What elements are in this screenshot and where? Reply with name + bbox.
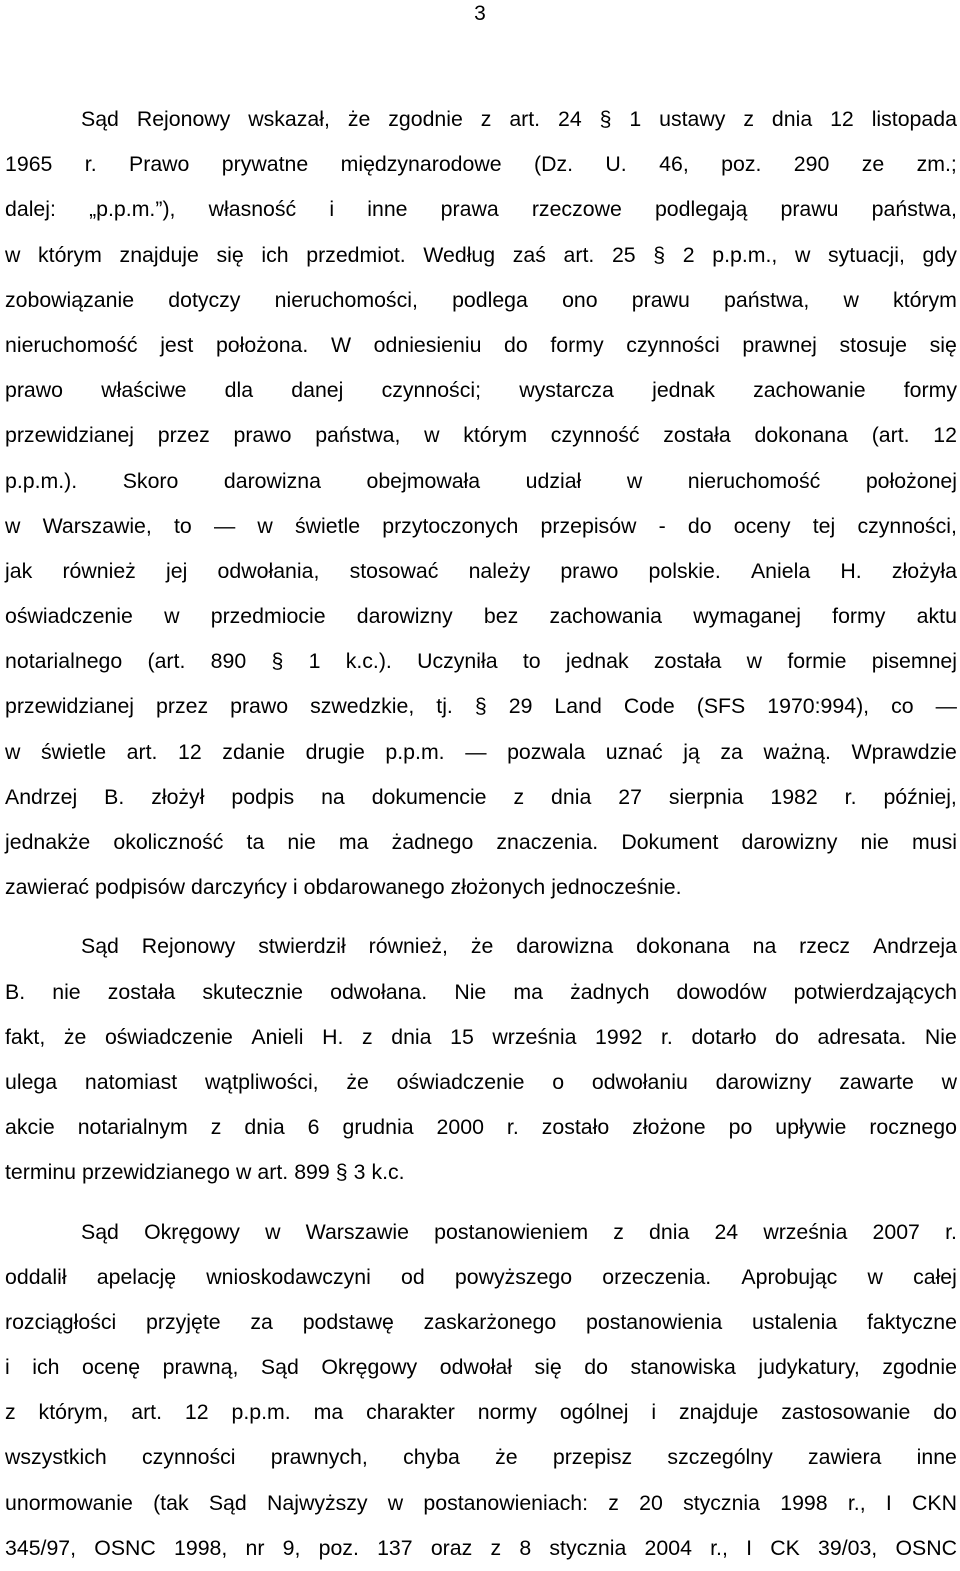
text-line: oddalił apelację wnioskodawczyni od powyższego orzeczenia. Aprobując w całej	[5, 1255, 957, 1300]
text-line: przewidzianej przez prawo państwa, w którym czynność została dokonana (art. 12	[5, 413, 957, 458]
text-line: w świetle art. 12 zdanie drugie p.p.m. — pozwala uznać ją za ważną. Wprawdzie	[5, 730, 957, 775]
text-line: unormowanie (tak Sąd Najwyższy w postanowieniach: z 20 stycznia 1998 r., I CKN	[5, 1481, 957, 1526]
text-line: nieruchomość jest położona. W odniesieniu do formy czynności prawnej stosuje się	[5, 323, 957, 368]
text-line: 345/97, OSNC 1998, nr 9, poz. 137 oraz z 8 stycznia 2004 r., I CK 39/03, OSNC	[5, 1526, 957, 1571]
text-line: dalej: „p.p.m.”), własność i inne prawa rzeczowe podlegają prawu państwa,	[5, 187, 957, 232]
text-line: 1965 r. Prawo prywatne międzynarodowe (Dz. U. 46, poz. 290 ze zm.;	[5, 142, 957, 187]
paragraph-gap	[5, 910, 957, 924]
paragraph	[5, 1210, 957, 1571]
text-line: i ich ocenę prawną, Sąd Okręgowy odwołał się do stanowiska judykatury, zgodnie	[5, 1345, 957, 1390]
text-line: w którym znajduje się ich przedmiot. Według zaś art. 25 § 2 p.p.m., w sytuacji, gdy	[5, 233, 957, 278]
text-line: w Warszawie, to — w świetle przytoczonych przepisów - do oceny tej czynności,	[5, 504, 957, 549]
text-line: jednakże okoliczność ta nie ma żadnego znaczenia. Dokument darowizny nie musi	[5, 820, 957, 865]
text-line: prawo właściwe dla danej czynności; wystarcza jednak zachowanie formy	[5, 368, 957, 413]
body-text	[5, 97, 957, 1571]
paragraph-gap	[5, 1196, 957, 1210]
text-line: akcie notarialnym z dnia 6 grudnia 2000 r. zostało złożone po upływie rocznego	[5, 1105, 957, 1150]
text-line: Sąd Rejonowy stwierdził również, że darowizna dokonana na rzecz Andrzeja	[5, 924, 957, 969]
text-line: rozciągłości przyjęte za podstawę zaskarżonego postanowienia ustalenia faktyczne	[5, 1300, 957, 1345]
text-line: jak również jej odwołania, stosować należy prawo polskie. Aniela H. złożyła	[5, 549, 957, 594]
text-line: ulega natomiast wątpliwości, że oświadczenie o odwołaniu darowizny zawarte w	[5, 1060, 957, 1105]
page-number: 3	[0, 2, 960, 26]
text-line: B. nie została skutecznie odwołana. Nie ma żadnych dowodów potwierdzających	[5, 970, 957, 1015]
text-line: wszystkich czynności prawnych, chyba że przepisz szczególny zawiera inne	[5, 1435, 957, 1480]
text-line: p.p.m.). Skoro darowizna obejmowała udział w nieruchomość położonej	[5, 459, 957, 504]
text-line: Sąd Rejonowy wskazał, że zgodnie z art. 24 § 1 ustawy z dnia 12 listopada	[5, 97, 957, 142]
paragraph	[5, 924, 957, 1195]
text-line: z którym, art. 12 p.p.m. ma charakter normy ogólnej i znajduje zastosowanie do	[5, 1390, 957, 1435]
text-line: zawierać podpisów darczyńcy i obdarowanego złożonych jednocześnie.	[5, 865, 957, 910]
text-line: zobowiązanie dotyczy nieruchomości, podlega ono prawu państwa, w którym	[5, 278, 957, 323]
text-line: fakt, że oświadczenie Anieli H. z dnia 15 września 1992 r. dotarło do adresata. Nie	[5, 1015, 957, 1060]
text-line: terminu przewidzianego w art. 899 § 3 k.c.	[5, 1150, 957, 1195]
text-line: oświadczenie w przedmiocie darowizny bez zachowania wymaganej formy aktu	[5, 594, 957, 639]
text-line: Andrzej B. złożył podpis na dokumencie z dnia 27 sierpnia 1982 r. później,	[5, 775, 957, 820]
text-line: notarialnego (art. 890 § 1 k.c.). Uczyniła to jednak została w formie pisemnej	[5, 639, 957, 684]
text-line: Sąd Okręgowy w Warszawie postanowieniem z dnia 24 września 2007 r.	[5, 1210, 957, 1255]
text-line: przewidzianej przez prawo szwedzkie, tj. § 29 Land Code (SFS 1970:994), co —	[5, 684, 957, 729]
paragraph	[5, 97, 957, 910]
